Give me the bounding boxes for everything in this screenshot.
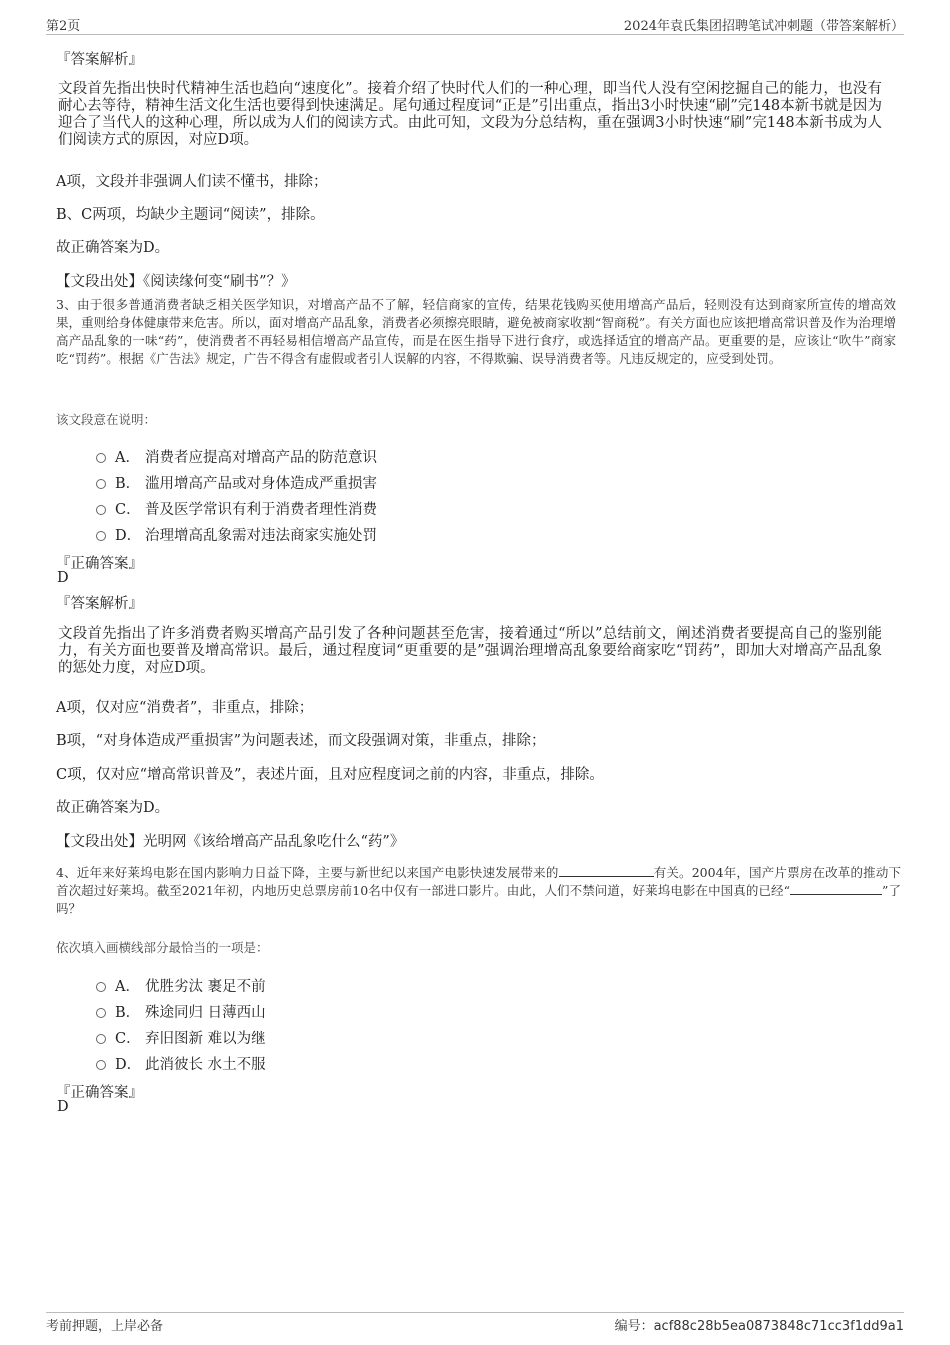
q4-blank-2: [790, 882, 882, 895]
radio-icon[interactable]: [96, 505, 106, 515]
q2-analysis-text: 文段首先指出快时代精神生活也趋向“速度化”。接着介绍了快时代人们的一种心理，即当代人没有空闲挖掘自己的能力，也没有耐心去等待，精神生活文化生活也要得到快速满足。尾句通过程度词“正是”引出重点，指出3小时快速“刷”完148本新书就是因为迎合了当代人的这种心理，所以成为人们的阅读方式。由此可知，文段为分总结构，重在强调3小时快速“刷”完148本新书成为人们阅读方式的原因，对应D项。: [58, 81, 882, 148]
q3-question-text: 3、由于很多普通消费者缺乏相关医学知识，对增高产品不了解，轻信商家的宣传，结果花钱购买使用增高产品后，轻则没有达到商家所宣传的增高效果，重则给身体健康带来危害。所以，面对增高产品乱象，消费者必须擦亮眼睛，避免被商家收割“智商税”。有关方面也应该把增高常识普及作为治理增高产品乱象的一味“药”，使消费者不再轻易相信增高产品宣传，而是在医生指导下进行食疗，或选择适宜的增高产品。更重要的是，应该让“吹牛”商家吃“罚药”。根据《广告法》规定，广告不得含有虚假或者引人误解的内容，不得欺骗、误导消费者等。凡违反规定的，应受到处罚。: [56, 297, 896, 366]
q4-question-part1: 4、近年来好莱坞电影在国内影响力日益下降，主要与新世纪以来国产电影快速发展带来的: [56, 865, 559, 880]
q4-answer: D: [57, 1099, 69, 1115]
q3-option-a-text: 消费者应提高对增高产品的防范意识: [145, 450, 377, 466]
radio-icon[interactable]: [96, 1008, 106, 1018]
q3-analysis-text: 文段首先指出了许多消费者购买增高产品引发了各种问题甚至危害，接着通过“所以”总结前文，阐述消费者要提高自己的鉴别能力，有关方面也要普及增高常识。最后，通过程度词“更重要的是”强调治理增高乱象要给商家吃“罚药”，即加大对增高产品乱象的惩处力度，对应D项。: [58, 626, 882, 676]
q4-prompt: 依次填入画横线部分最恰当的一项是：: [56, 940, 269, 955]
q4-option-b-letter: B．: [115, 1005, 141, 1021]
radio-icon[interactable]: [96, 1034, 106, 1044]
q3-option-d-letter: D．: [115, 528, 142, 544]
q4-option-d-text: 此消彼长 水土不服: [145, 1057, 266, 1073]
q4-option-c-text: 弃旧图新 难以为继: [145, 1031, 266, 1047]
q4-option-d-letter: D．: [115, 1057, 142, 1073]
q4-option-a-letter: A．: [115, 979, 140, 995]
q3-note-b: B项，“对身体造成严重损害”为问题表述，而文段强调对策，非重点，排除；: [56, 733, 546, 749]
q3-note-a: A项，仅对应“消费者”，非重点，排除；: [56, 700, 314, 716]
q3-analysis-label: 『答案解析』: [56, 596, 143, 612]
q3-option-d-text: 治理增高乱象需对违法商家实施处罚: [145, 528, 377, 544]
q3-answer: D: [57, 570, 69, 586]
radio-icon[interactable]: [96, 982, 106, 992]
q4-option-b-text: 殊途同归 日薄西山: [145, 1005, 266, 1021]
footer-slogan: 考前押题，上岸必备: [46, 1319, 164, 1334]
radio-icon[interactable]: [96, 531, 106, 541]
q3-option-a-letter: A．: [115, 450, 140, 466]
q2-conclusion: 故正确答案为D。: [56, 240, 170, 256]
q3-prompt: 该文段意在说明：: [56, 412, 157, 427]
q3-option-c-letter: C．: [115, 502, 141, 518]
page-footer: [46, 1312, 904, 1333]
footer-serial: [615, 1315, 904, 1334]
q4-option-a-text: 优胜劣汰 裹足不前: [145, 979, 266, 995]
footer-serial-value: acf88c28b5ea0873848c71cc3f1dd9a1: [653, 1319, 904, 1334]
q2-note-bc: B、C两项，均缺少主题词“阅读”，排除。: [56, 207, 325, 223]
page-number: 第2页: [46, 19, 81, 34]
q3-source: 【文段出处】光明网《该给增高产品乱象吃什么“药”》: [56, 834, 405, 850]
document-title: 2024年袁氏集团招聘笔试冲刺题（带答案解析）: [623, 19, 904, 34]
q2-source: 【文段出处】《阅读缘何变“刷书”？》: [56, 274, 296, 290]
q3-option-b-letter: B．: [115, 476, 141, 492]
q4-option-c-letter: C．: [115, 1031, 141, 1047]
radio-icon[interactable]: [96, 479, 106, 489]
q4-answer-label: 『正确答案』: [56, 1085, 143, 1101]
q3-note-c: C项，仅对应“增高常识普及”，表述片面，且对应程度词之前的内容，非重点，排除。: [56, 767, 604, 783]
q3-conclusion: 故正确答案为D。: [56, 800, 170, 816]
q4-question-text: [56, 864, 901, 918]
q4-question-part2: 有关。2004年，国产片票房在改革的推动下首次超过好莱坞。截至2021年初，内地历史总票房前10名中仅有一部进口影片。由此，人们不禁问道，好莱坞电影在中国真的已经“: [56, 865, 901, 898]
q4-question-part3: ”了吗？: [56, 883, 901, 916]
q2-note-a: A项，文段并非强调人们读不懂书，排除；: [56, 174, 328, 190]
q3-answer-label: 『正确答案』: [56, 556, 143, 572]
radio-icon[interactable]: [96, 453, 106, 463]
radio-icon[interactable]: [96, 1060, 106, 1070]
q2-analysis-label: 『答案解析』: [56, 52, 143, 68]
footer-serial-label: 编号：: [614, 1319, 654, 1334]
q3-option-b-text: 滥用增高产品或对身体造成严重损害: [145, 476, 377, 492]
q4-blank-1: [559, 864, 654, 877]
q3-option-c-text: 普及医学常识有利于消费者理性消费: [145, 502, 377, 518]
page-header: [46, 14, 904, 35]
